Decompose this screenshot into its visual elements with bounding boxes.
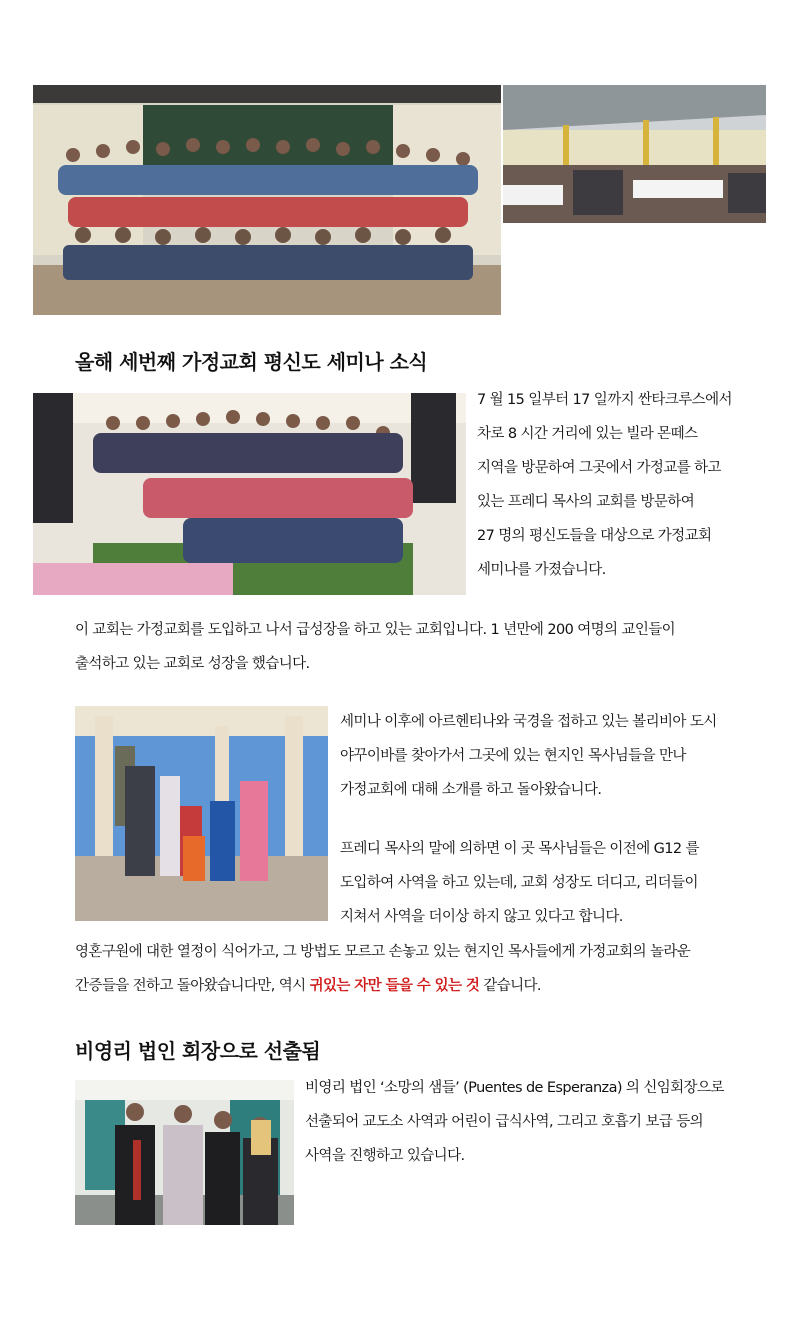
text-line: 선출되어 교도소 사역과 어린이 급식사역, 그리고 호흡기 보급 등의 [305, 1114, 704, 1130]
text-line: 비영리 법인 ‘소망의 샘들’ (Puentes de Esperanza) 의 신임회장으로 [305, 1080, 724, 1096]
section-heading-nonprofit: 비영리 법인 회장으로 선출됨 [75, 1039, 321, 1063]
text-line: 지쳐서 사역을 더이상 하지 않고 있다고 합니다. [340, 909, 623, 925]
text-line: 있는 프레디 목사의 교회를 방문하여 [477, 494, 695, 510]
text-line [75, 969, 690, 1003]
group-photo-icon [33, 85, 501, 315]
hall-photo-icon [503, 85, 766, 223]
church-growth-paragraph [75, 613, 675, 681]
text-line: 차로 8 시간 거리에 있는 빌라 몬떼스 [477, 426, 698, 442]
text-line: 도입하여 사역을 하고 있는데, 교회 성장도 더디고, 리더들이 [340, 875, 698, 891]
text-segment: 간증들을 전하고 돌아왔습니다만, 역시 [75, 978, 310, 994]
text-segment: 같습니다. [479, 978, 541, 994]
board-photo-icon [75, 1080, 294, 1225]
pastor-report-paragraph [340, 832, 699, 934]
text-line: 야꾸이바를 찾아가서 그곳에 있는 현지인 목사님들을 만나 [340, 748, 686, 764]
text-line: 출석하고 있는 교회로 성장을 했습니다. [75, 656, 310, 672]
text-line: 지역을 방문하여 그곳에서 가정교를 하고 [477, 460, 721, 476]
seminar-description [477, 383, 732, 587]
section-heading-seminar: 올해 세번째 가정교회 평신도 세미나 소식 [75, 350, 428, 374]
text-line: 가정교회에 대해 소개를 하고 돌아왔습니다. [340, 782, 602, 798]
text-line: 세미나 이후에 아르헨티나와 국경을 접하고 있는 볼리비아 도시 [340, 714, 717, 730]
testimony-paragraph [75, 935, 690, 1003]
monument-photo-icon [75, 706, 328, 921]
text-line: 이 교회는 가정교회를 도입하고 나서 급성장을 하고 있는 교회입니다. 1 년만에 200 여명의 교인들이 [75, 622, 676, 638]
highlighted-phrase: 귀있는 자만 들을 수 있는 것 [309, 978, 480, 994]
text-line: 영혼구원에 대한 열정이 식어가고, 그 방법도 모르고 손놓고 있는 현지인 목사들에게 가정교회의 놀라운 [75, 944, 691, 960]
text-line: 7 월 15 일부터 17 일까지 싼타크루스에서 [477, 392, 732, 408]
text-line: 사역을 진행하고 있습니다. [305, 1148, 465, 1164]
nonprofit-description [305, 1071, 724, 1173]
text-line: 프레디 목사의 말에 의하면 이 곳 목사님들은 이전에 G12 를 [340, 841, 699, 857]
text-line: 27 명의 평신도들을 대상으로 가정교회 [477, 528, 712, 544]
text-line: 세미나를 가졌습니다. [477, 562, 606, 578]
seminar-photo-icon [33, 393, 466, 595]
yacuiba-visit-paragraph [340, 705, 717, 807]
